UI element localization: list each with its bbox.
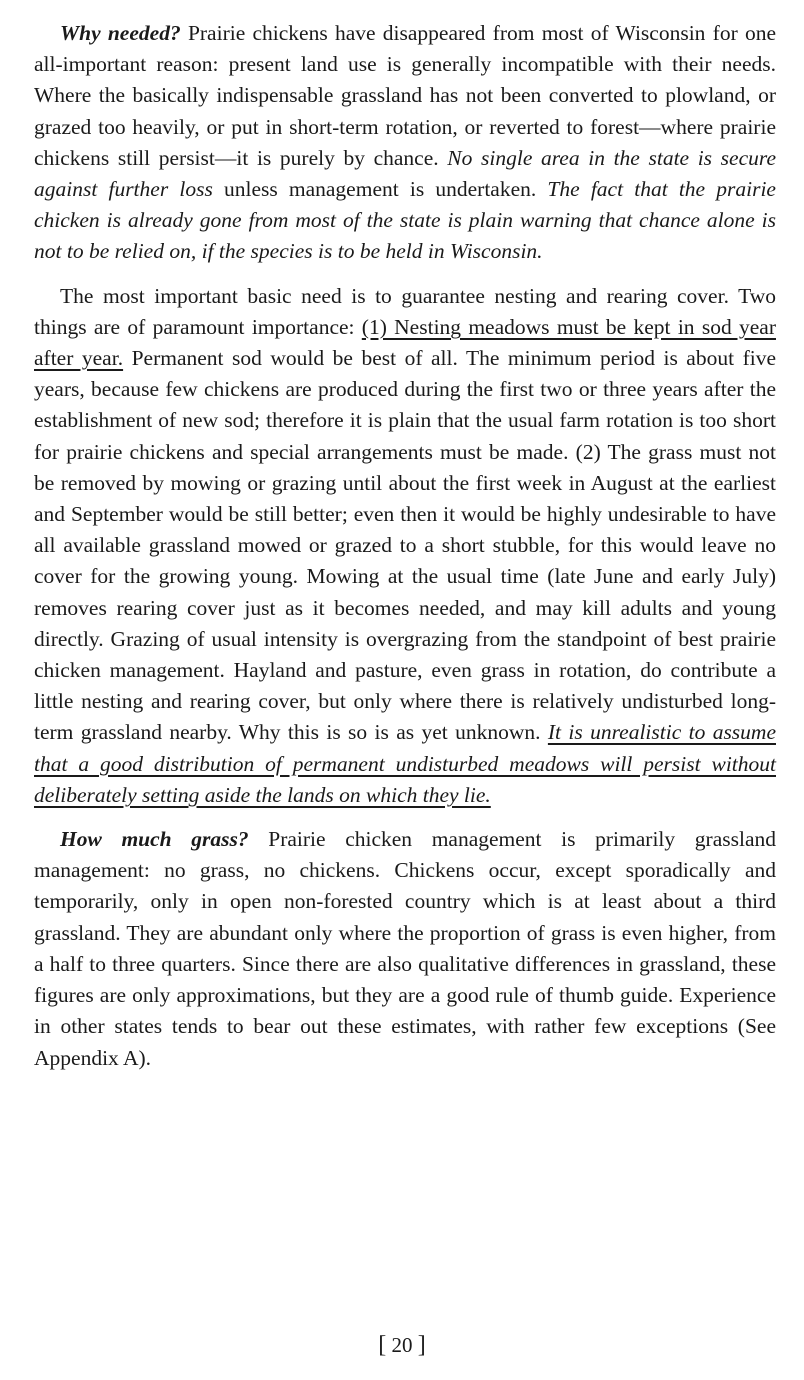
paragraph-basic-need	[34, 281, 776, 811]
how-much-grass-text-1: Prairie chicken management is primarily grassland management: no grass, no chickens. Chickens occur, except sporadically and temporarily, only in open non-forested country which is at least about a third grassland. They are abundant only where the proportion of grass is even higher, from a half to three quarters. Since there are also qualitative differences in grassland, these figures are only approximations, but they are a good rule of thumb guide. Experience in other states tends to bear out these estimates, with rather few exceptions (See Appendix A).	[34, 827, 776, 1070]
why-needed-text-2: unless management is undertaken.	[212, 177, 548, 202]
folio-open-bracket: [	[378, 1332, 387, 1358]
heading-why-needed: Why needed?	[60, 21, 181, 45]
heading-how-much-grass: How much grass?	[60, 827, 249, 852]
why-needed-italic-2: The fact that the prairie chicken is already gone from most of the state is plain warning that chance alone is not to be relied on, if the species is to be held in Wisconsin.	[34, 177, 776, 264]
paragraph-how-much-grass	[34, 824, 776, 1074]
basic-need-text-2: Permanent sod would be best of all. The minimum period is about five years, because few chickens are produced during the first two or three years after the establishment of new sod; therefore it is plain that the usual farm rotation is too short for prairie chickens and special arrangements must be made. (2) The grass must not be removed by mowing or grazing until about the first week in August at the earliest and September would be still better; even then it would be highly undesirable to have all available grassland mowed or grazed to a short stubble, for this would leave no cover for the growing young. Mowing at the usual time (late June and early July) removes rearing cover just as it becomes needed, and may kill adults and young directly. Grazing of usual intensity is overgrazing from the standpoint of best prairie chicken management. Hayland and pasture, even grass in rotation, do contribute a little nesting and rearing cover, but only where there is relatively undisturbed long-term grassland nearby. Why this is so is as yet unknown.	[34, 346, 777, 745]
page-number-footer	[0, 1332, 804, 1359]
basic-need-text-1: The most important basic need is to guarantee nesting and rearing cover. Two things are of paramount importance:	[34, 283, 776, 339]
why-needed-text-1: Prairie chickens have disappeared from most of Wisconsin for one all-important reason: present land use is generally incompatible with their needs. Where the basically indispensable grassland has not been converted to plowland, or grazed too heavily, or put in short-term rotation, or reverted to forest—where prairie chickens still persist—it is purely by chance.	[34, 21, 777, 170]
paragraph-why-needed	[34, 18, 776, 268]
why-needed-italic-1: No single area in the state is secure against further loss	[34, 145, 776, 202]
folio-close-bracket: ]	[417, 1332, 426, 1358]
page-number: 20	[391, 1333, 413, 1357]
underlined-nesting-meadows: (1) Nesting meadows must be kept in sod year after year.	[34, 314, 776, 371]
underlined-unrealistic-statement: It is unrealistic to assume that a good distribution of permanent undisturbed meadows will persist without deliberately setting aside the lands on which they lie.	[34, 720, 776, 807]
